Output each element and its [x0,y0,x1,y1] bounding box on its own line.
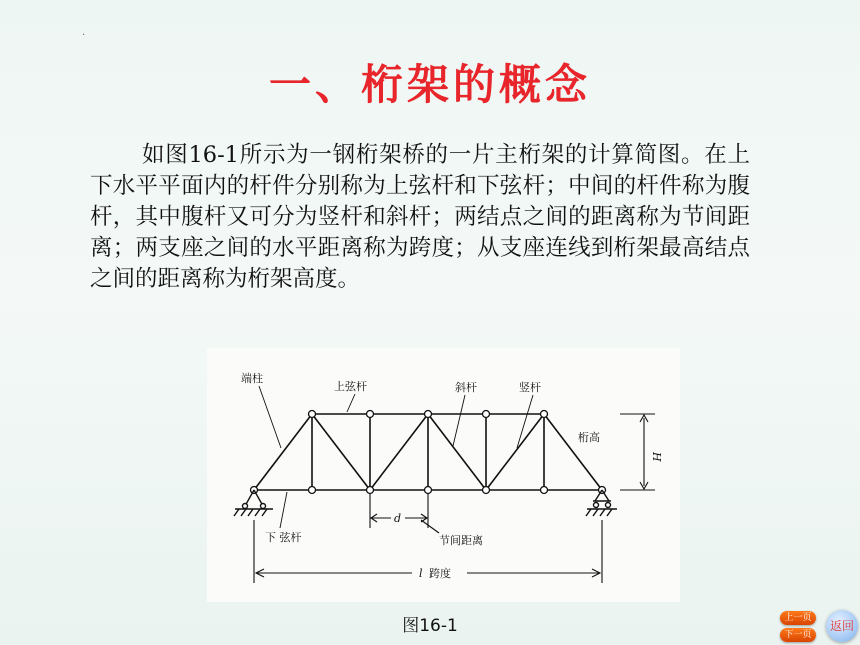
span-label: 跨度 [429,567,451,580]
joint [483,411,490,418]
stray-dot: · [82,30,86,41]
body-paragraph: 如图16-1所示为一钢桁架桥的一片主桁架的计算简图。在上下水平平面内的杆件分别称为上弦杆和下弦杆；中间的杆件称为腹杆，其中腹杆又可分为竖杆和斜杆；两结点之间的距离称为节间距离；两支座之间的水平距离称为跨度；从支座连线到桁架最高结点之间的距离称为桁架高度。 [90,142,750,292]
end-post-right [544,414,602,490]
joint [367,487,374,494]
prev-page-button[interactable]: 上一页 [780,611,816,625]
vertical-label: 竖杆 [519,381,541,394]
joint [483,487,490,494]
span-symbol: l [419,567,423,580]
joint [541,487,548,494]
end-post-label: 端柱 [241,372,263,385]
height-dimension [620,414,655,490]
diagonal-member [428,414,486,490]
panel-dimension [370,494,439,533]
joint [425,487,432,494]
truss-diagram [207,348,680,602]
joint [309,411,316,418]
height-symbol: H [650,452,663,462]
diagonal-label: 斜杆 [455,381,477,394]
diagonal-member [370,414,428,490]
back-button[interactable]: 返回 [826,610,858,642]
diagonal-member [486,414,544,490]
top-chord-label: 上弦杆 [334,380,367,393]
end-post-left [254,414,312,490]
joint [367,411,374,418]
panel-length-label: 节间距离 [439,534,483,547]
slide-title: 一、桁架的概念 [268,60,591,109]
diagonal-member [312,414,370,490]
height-label: 桁高 [578,431,600,444]
joint [309,487,316,494]
bottom-chord-label: 下 弦杆 [265,531,302,544]
joint [541,411,548,418]
next-page-button[interactable]: 下一页 [780,628,816,642]
figure-caption: 图16-1 [402,616,458,636]
span-dimension [254,520,602,583]
panel-symbol: d [394,512,402,525]
joint [425,411,432,418]
